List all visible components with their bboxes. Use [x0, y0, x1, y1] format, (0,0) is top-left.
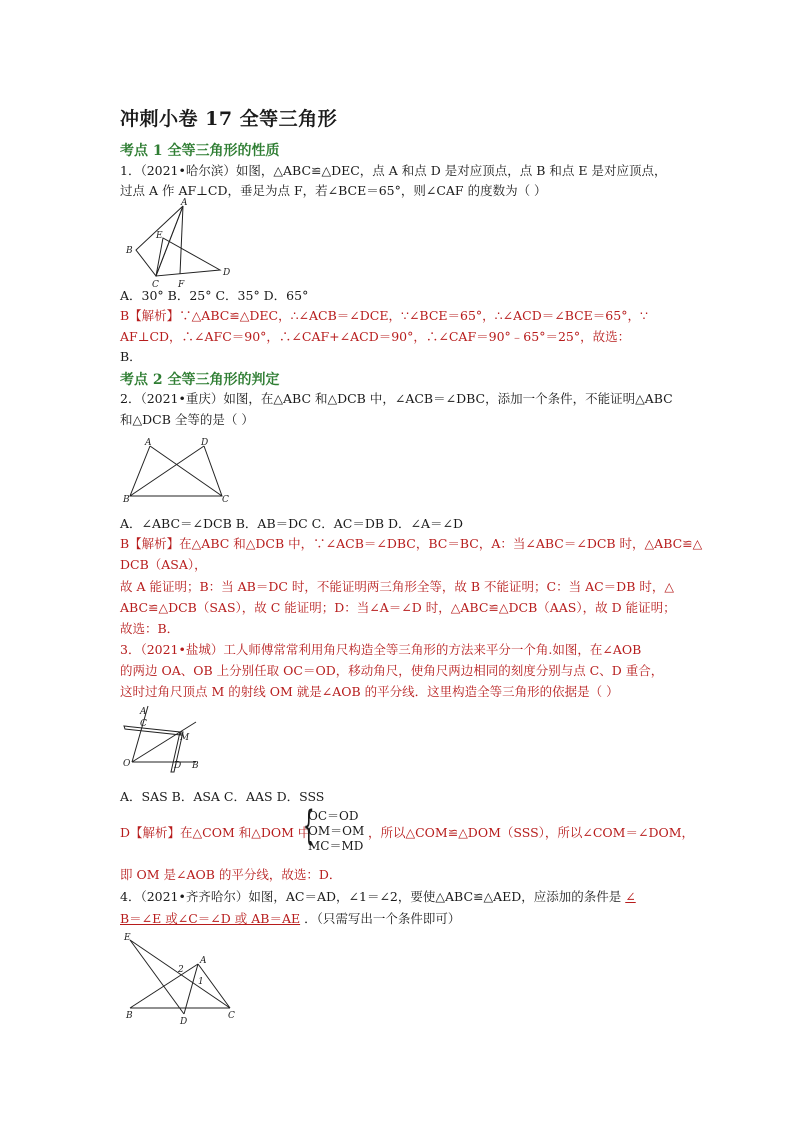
q3-square-arm-1: [124, 726, 181, 735]
q4-answer-part-2: B＝∠E 或∠C＝∠D 或 AB＝AE: [120, 911, 301, 926]
q1-label-a: A: [181, 198, 188, 208]
q3-line-1: 3．（2021•盐城）工人师傅常常利用角尺构造全等三角形的方法来平分一个角.如图，在∠AOB: [120, 642, 642, 657]
q3-system-brace: {: [303, 803, 315, 849]
q2-figure: [118, 436, 238, 506]
q2-line-2: 和△DCB 全等的是（ ）: [120, 412, 254, 427]
q2-line-1: 2．（2021•重庆）如图，在△ABC 和△DCB 中，∠ACB＝∠DBC，添加一个条件，不能证明△ABC: [120, 391, 673, 406]
q1-figure: [118, 198, 238, 288]
q4-label-c: C: [228, 1011, 235, 1021]
q4-line-2: [120, 910, 460, 928]
q1-triangle-abc: [136, 206, 183, 276]
q3-label-b: B: [192, 761, 199, 771]
q4-label-e: E: [124, 933, 131, 943]
q3-options: A．SAS B．ASA C．AAS D．SSS: [120, 789, 325, 804]
q1-triangle-dec: [156, 238, 220, 276]
q2-segment-db: [130, 446, 204, 496]
q2-answer-line-4: ABC≌△DCB（SAS），故 C 能证明；D：当∠A＝∠D 时，△ABC≌△DCB（AAS），故 D 能证明；: [120, 600, 676, 615]
q1-label-d: D: [223, 268, 231, 278]
q1-label-b: B: [126, 246, 133, 256]
q3-answer-line-2: 即 OM 是∠AOB 的平分线，故选：D．: [120, 867, 342, 882]
q2-label-d: D: [201, 438, 209, 448]
q3-line-2: 的两边 OA、OB 上分别任取 OC＝OD，移动角尺，使角尺两边相同的刻度分别与点 C、D 重合，: [120, 663, 664, 678]
q4-label-a: A: [200, 956, 207, 966]
q3-label-a: A: [140, 707, 147, 717]
q2-label-a: A: [145, 438, 152, 448]
q2-options: A．∠ABC＝∠DCB B．AB＝DC C．AC＝DB D．∠A＝∠D: [120, 516, 464, 531]
q2-outline: [130, 446, 222, 496]
q1-label-e: E: [156, 231, 163, 241]
q2-label-b: B: [123, 495, 130, 505]
q1-label-c: C: [152, 280, 159, 288]
q2-answer-line-1: B【解析】在△ABC 和△DCB 中，∵∠ACB＝∠DBC，BC＝BC，A：当∠ABC＝∠DCB 时，△ABC≌△: [120, 536, 703, 551]
q1-answer-line-3: B．: [120, 349, 142, 364]
q4-figure: [118, 932, 248, 1027]
q3-system-eq-3: MC＝MD: [308, 839, 364, 853]
q3-system-eq-1: OC＝OD: [308, 809, 359, 823]
q1-answer-line-1: B【解析】∵△ABC≌△DEC，∴∠ACB＝∠DCE，∵∠BCE＝65°，∴∠ACD＝∠BCE＝65°，∵: [120, 308, 648, 323]
q4-line-2-text: ．（只需写出一个条件即可）: [300, 911, 461, 926]
page-title: 冲刺小卷 17 全等三角形: [120, 108, 338, 130]
q4-label-b: B: [126, 1011, 133, 1021]
q3-label-o: O: [123, 759, 131, 769]
q2-answer-line-2: DCB（ASA），: [120, 557, 207, 572]
q3-figure: [118, 700, 208, 775]
q4-label-2: 2: [178, 965, 184, 975]
q4-line-1: [120, 888, 636, 906]
q4-label-d: D: [180, 1017, 188, 1027]
q2-answer-line-3: 故 A 能证明；B：当 AB＝DC 时，不能证明两三角形全等，故 B 不能证明；C：当 AC＝DB 时，△: [120, 579, 674, 594]
q1-options: A．30° B．25° C．35° D．65°: [120, 288, 309, 303]
q1-line-2: 过点 A 作 AF⊥CD，垂足为点 F，若∠BCE＝65°，则∠CAF 的度数为（ ）: [120, 183, 547, 198]
q1-segment-af: [180, 206, 183, 274]
q3-label-c: C: [140, 719, 147, 729]
q2-segment-ac: [150, 446, 222, 496]
q3-label-m: M: [180, 733, 190, 743]
q3-line-3: 这时过角尺顶点 M 的射线 OM 就是∠AOB 的平分线．这里构造全等三角形的依据是（ ）: [120, 684, 619, 699]
section-heading-2: 考点 2 全等三角形的判定: [120, 372, 280, 388]
q1-answer-line-2: AF⊥CD，∴∠AFC＝90°，∴∠CAF+∠ACD＝90°，∴∠CAF＝90°﹣65°＝25°，故选：: [120, 329, 631, 344]
q3-system-eq-2: OM＝OM: [308, 824, 365, 838]
q4-line-1-text: 4．（2021•齐齐哈尔）如图，AC＝AD，∠1＝∠2，要使△ABC≌△AED，应添加的条件是: [120, 889, 626, 904]
q1-label-f: F: [178, 280, 185, 288]
q3-answer-post: ，所以△COM≌△DOM（SSS），所以∠COM＝∠DOM，: [368, 825, 695, 840]
q2-label-c: C: [222, 495, 229, 505]
q3-label-d: D: [174, 761, 182, 771]
q2-answer-line-5: 故选：B．: [120, 621, 180, 636]
q4-answer-part-1: ∠: [625, 889, 636, 904]
q4-label-1: 1: [198, 977, 204, 987]
q1-line-1: 1．（2021•哈尔滨）如图，△ABC≌△DEC，点 A 和点 D 是对应顶点，点 B 和点 E 是对应顶点，: [120, 163, 667, 178]
section-heading-1: 考点 1 全等三角形的性质: [120, 143, 280, 159]
q3-answer-pre: D【解析】在△COM 和△DOM 中: [120, 825, 311, 840]
